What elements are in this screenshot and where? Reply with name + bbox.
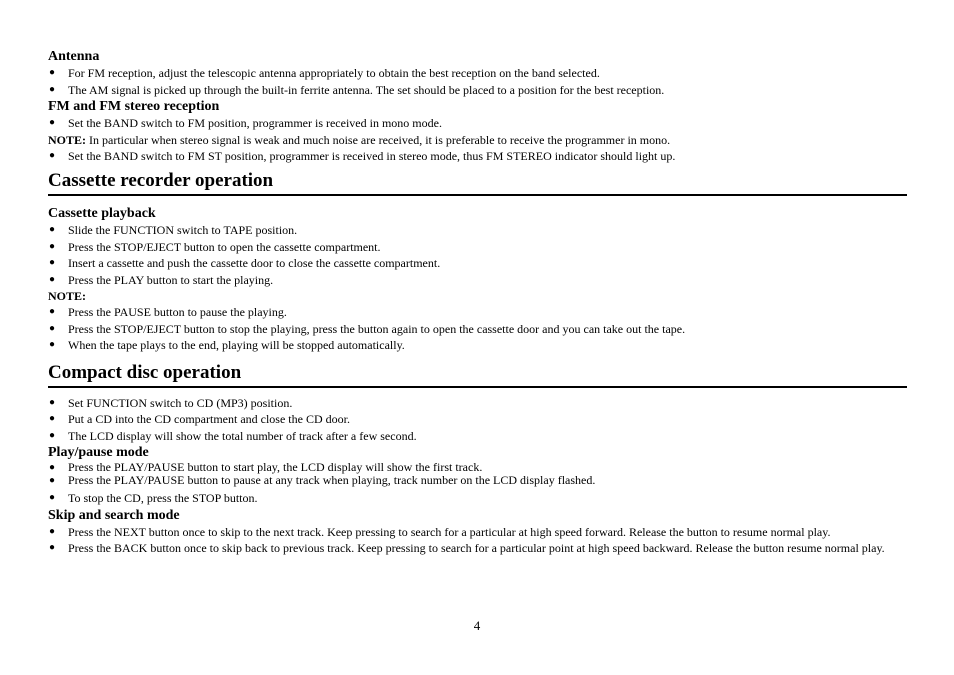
list-item: ● When the tape plays to the end, playing will be stopped automatically. <box>49 338 405 352</box>
bullet-icon: ● <box>49 67 56 78</box>
fm-list-2 <box>48 148 907 165</box>
bullet-icon: ● <box>49 339 56 350</box>
list-item: ● Slide the FUNCTION switch to TAPE position. <box>49 223 298 237</box>
bullet-icon: ● <box>49 475 56 486</box>
list-item: ● Insert a cassette and push the cassette door to close the cassette compartment. <box>49 256 441 270</box>
bullet-icon: ● <box>49 224 56 235</box>
antenna-list <box>48 65 907 98</box>
cassette-note <box>48 288 907 304</box>
bullet-icon: ● <box>49 273 56 285</box>
list-item: ● Put a CD into the CD compartment and close the CD door. <box>49 412 350 426</box>
bullet-icon: ● <box>49 257 56 268</box>
page-number: 4 <box>473 618 481 633</box>
note-label: NOTE: <box>48 289 87 303</box>
bullet-icon: ● <box>49 306 56 317</box>
list-item: ● The LCD display will show the total number of track after a few second. <box>49 428 417 443</box>
play-pause-list <box>48 461 907 507</box>
list-item: ● Set the BAND switch to FM position, programmer is received in mono mode. <box>49 116 442 130</box>
bullet-icon: ● <box>49 429 56 441</box>
fm-note <box>48 132 907 148</box>
skip-search-title: Skip and search mode <box>48 507 180 523</box>
bullet-icon: ● <box>49 542 56 553</box>
document-page <box>48 48 907 557</box>
list-item: ● Set FUNCTION switch to CD (MP3) position. <box>49 395 293 410</box>
list-item: ● Press the NEXT button once to skip to the next track. Keep pressing to search for a particular at high speed forward. Release the button to resume normal play. <box>49 524 831 539</box>
list-item: ● Press the PAUSE button to pause the playing. <box>49 305 287 319</box>
bullet-icon: ● <box>49 492 56 503</box>
cassette-note-list <box>48 304 907 354</box>
list-item: ● For FM reception, adjust the telescopic antenna appropriately to obtain the best reception on the band selected. <box>49 66 600 80</box>
note-label: NOTE: <box>48 132 87 147</box>
bullet-icon: ● <box>49 462 56 473</box>
list-item: ● Set the BAND switch to FM ST position, programmer is received in stereo mode, thus FM STEREO indicator should light up. <box>49 148 676 163</box>
fm-title: FM and FM stereo reception <box>48 99 220 114</box>
cd-heading: Compact disc operation <box>48 362 907 388</box>
list-item: ● Press the PLAY button to start the playing. <box>49 272 274 287</box>
bullet-icon: ● <box>49 117 56 128</box>
cassette-heading: Cassette recorder operation <box>48 170 907 196</box>
bullet-icon: ● <box>49 525 56 537</box>
list-item: ● Press the PLAY/PAUSE button to pause at any track when playing, track number on the LCD display flashed. <box>49 473 596 487</box>
antenna-title: Antenna <box>48 49 100 64</box>
cassette-list <box>48 222 907 288</box>
bullet-icon: ● <box>49 240 56 252</box>
skip-search-list <box>48 524 907 557</box>
list-item: ● To stop the CD, press the STOP button. <box>49 491 258 505</box>
bullet-icon: ● <box>49 413 56 424</box>
fm-list <box>48 115 907 132</box>
bullet-icon: ● <box>49 83 56 95</box>
cassette-playback-title: Cassette playback <box>48 206 156 221</box>
list-item: ● The AM signal is picked up through the built-in ferrite antenna. The set should be placed to a position for the best reception. <box>49 82 665 97</box>
play-pause-title: Play/pause mode <box>48 445 149 460</box>
bullet-icon: ● <box>49 322 56 334</box>
bullet-icon: ● <box>49 396 56 408</box>
cd-list <box>48 395 907 445</box>
list-item: ● Press the STOP/EJECT button to stop the playing, press the button again to open the cassette door and you can take out the tape. <box>49 321 686 336</box>
note-text: In particular when stereo signal is weak and much noise are received, it is preferable to receive the programmer in mono. <box>86 132 671 147</box>
bullet-icon: ● <box>49 149 56 161</box>
list-item: ● Press the STOP/EJECT button to open the cassette compartment. <box>49 239 381 254</box>
list-item: ● Press the BACK button once to skip back to previous track. Keep pressing to search for a particular point at high speed backward. Release the button resume normal play. <box>49 541 885 555</box>
list-item: ● Press the PLAY/PAUSE button to start play, the LCD display will show the first track. <box>49 460 483 474</box>
